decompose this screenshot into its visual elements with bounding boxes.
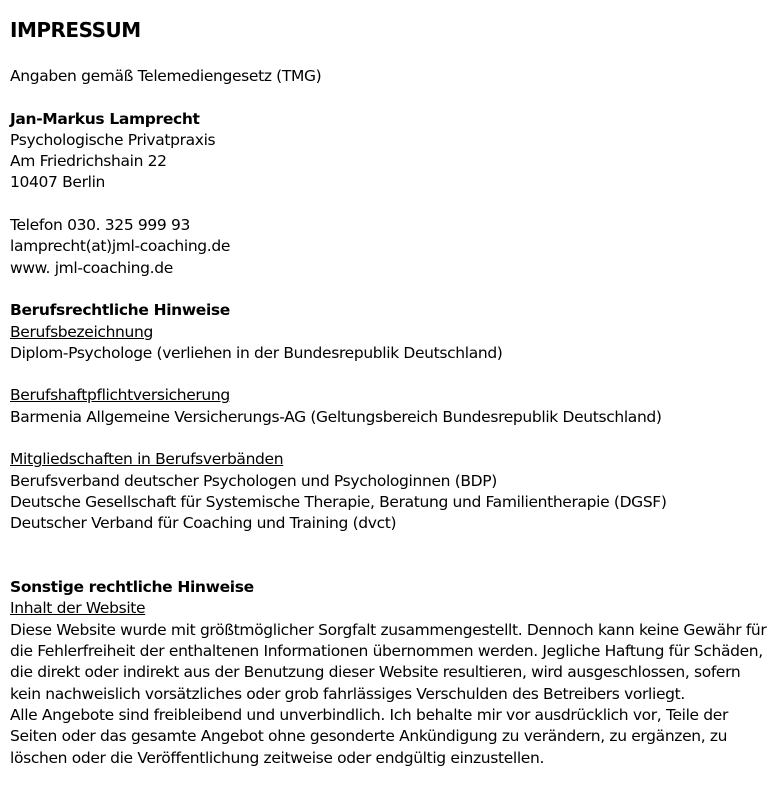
memberships-label: Mitgliedschaften in Berufsverbänden — [10, 450, 284, 469]
contact-phone: Telefon 030. 325 999 93 — [10, 216, 191, 235]
job-title-value: Diplom-Psychologe (verliehen in der Bundesrepublik Deutschland) — [10, 343, 503, 362]
page-title: IMPRESSUM — [10, 18, 141, 42]
impressum-page — [10, 16, 772, 769]
membership-item: Berufsverband deutscher Psychologen und Psychologinnen (BDP) — [10, 471, 497, 490]
professional-heading: Berufsrechtliche Hinweise — [10, 301, 230, 320]
contact-name: Jan-Markus Lamprecht — [10, 109, 200, 128]
insurance-value: Barmenia Allgemeine Versicherungs-AG (Geltungsbereich Bundesrepublik Deutschland) — [10, 407, 662, 426]
contact-city: 10407 Berlin — [10, 173, 106, 192]
contact-website: www. jml-coaching.de — [10, 258, 173, 277]
spacer — [10, 194, 772, 215]
contact-email: lamprecht(at)jml-coaching.de — [10, 237, 231, 256]
membership-item: Deutscher Verband für Coaching und Training (dvct) — [10, 514, 397, 533]
professional-block — [10, 300, 772, 534]
offers-paragraph: Alle Angebote sind freibleibend und unverbindlich. Ich behalte mir vor ausdrücklich vor, Teile der Seiten oder das gesamte Angebot ohne gesonderte Ankündigung zu verändern, zu ergänzen, zu löschen oder die Veröffentlichung zeitweise oder endgültig einzustellen. — [10, 705, 729, 767]
spacer — [10, 364, 772, 385]
spacer — [10, 535, 772, 578]
job-title-label: Berufsbezeichnung — [10, 322, 153, 341]
contact-street: Am Friedrichshain 22 — [10, 152, 167, 171]
contact-practice: Psychologische Privatpraxis — [10, 130, 216, 149]
legal-heading: Sonstige rechtliche Hinweise — [10, 578, 254, 597]
legal-block — [10, 577, 772, 769]
content-label: Inhalt der Website — [10, 599, 146, 618]
spacer — [10, 87, 772, 108]
contact-block — [10, 109, 772, 279]
disclaimer-paragraph: Diese Website wurde mit größtmöglicher Sorgfalt zusammengestellt. Dennoch kann keine Gewähr für die Fehlerfreiheit der enthaltenen Informationen übernommen werden. Jegliche Haftung für Schäden, die direkt oder indirekt aus der Benutzung dieser Website resultieren, wird ausgeschlossen, sofern kein nachweislich vorsätzliches oder grob fahrlässiges Verschulden des Betreibers vorliegt. — [10, 620, 767, 703]
spacer — [10, 428, 772, 449]
spacer — [10, 279, 772, 300]
tmg-note: Angaben gemäß Telemediengesetz (TMG) — [10, 67, 322, 85]
insurance-label: Berufshaftpflichtversicherung — [10, 386, 230, 405]
membership-item: Deutsche Gesellschaft für Systemische Therapie, Beratung und Familientherapie (DGSF) — [10, 492, 667, 511]
